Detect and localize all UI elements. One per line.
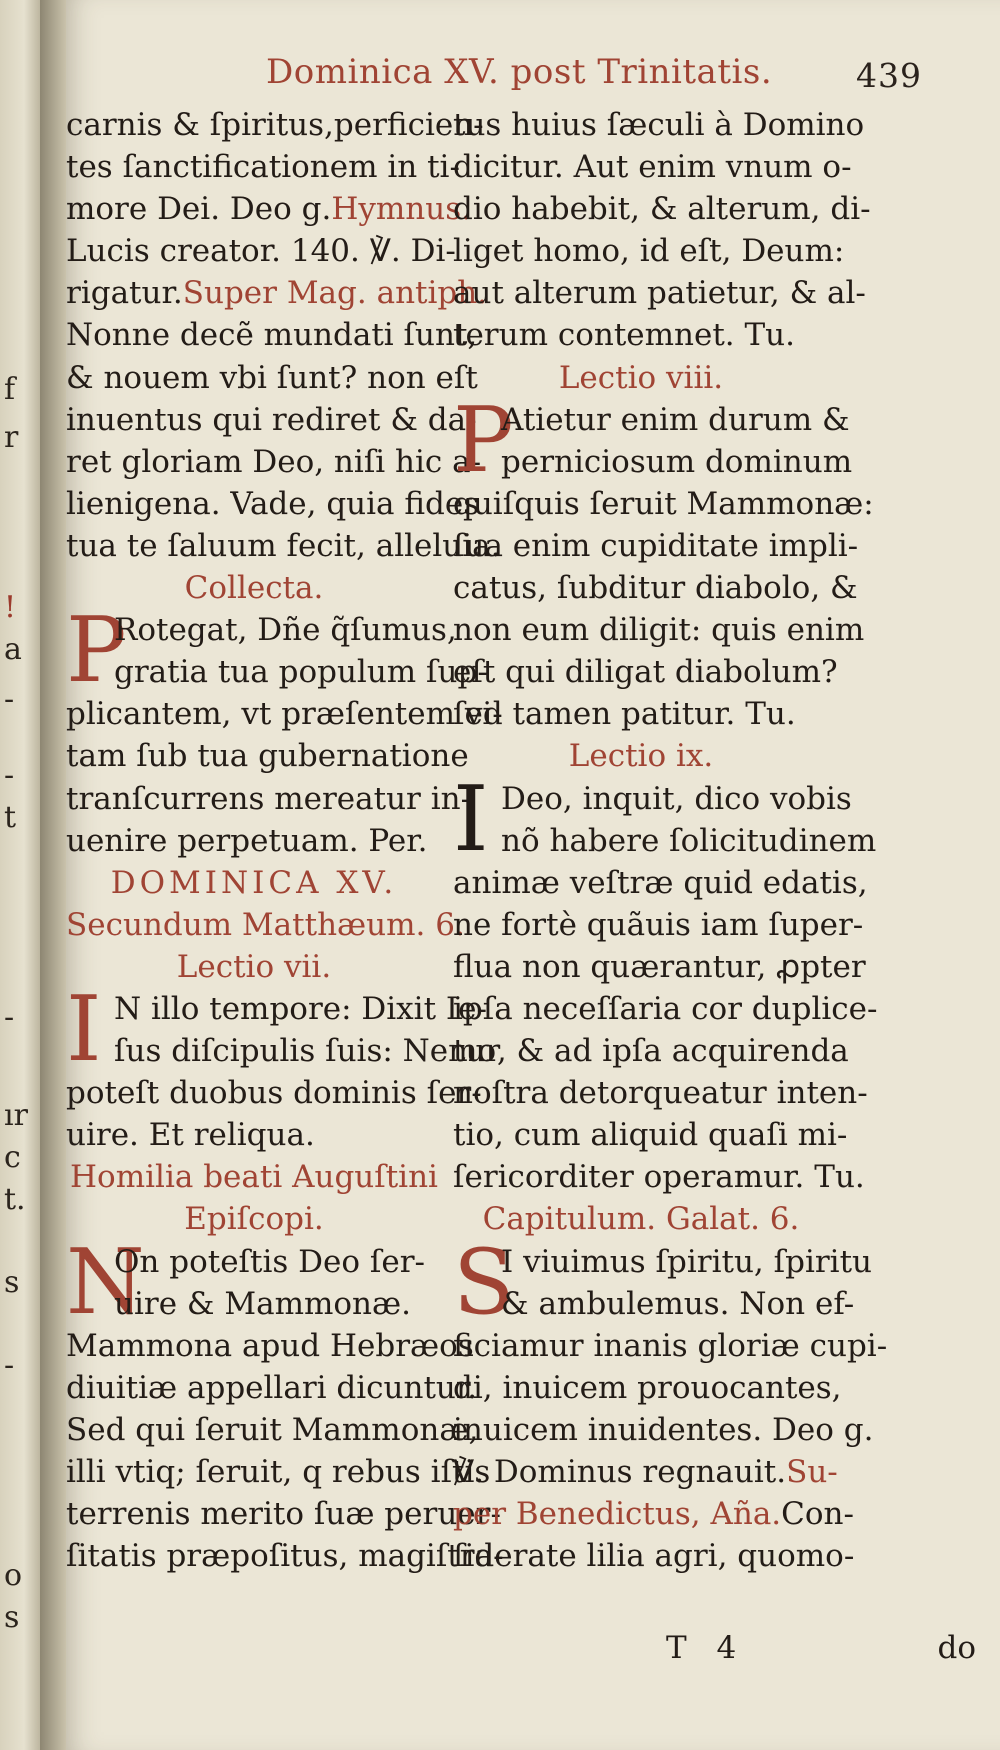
- text-line: animæ veſtræ quid edatis,: [453, 864, 868, 901]
- text-line: ſed tamen patitur. Tu.: [453, 696, 796, 733]
- running-head: Dominica XV. post Trinitatis.: [266, 52, 773, 92]
- text-line: ficiamur inanis gloriæ cupi-: [453, 1327, 888, 1364]
- facing-page-letter: ır: [4, 1098, 28, 1133]
- text-line: inuicem inuidentes. Deo g.: [453, 1411, 874, 1448]
- text-line: catus, ſubditur diabolo, &: [453, 570, 858, 607]
- page-footer: [666, 1630, 976, 1666]
- left-column: [66, 104, 504, 1577]
- text-line: ipſa neceſſaria cor duplice-: [453, 990, 878, 1027]
- text-line: [66, 188, 471, 230]
- text-line: N illo tempore: Dixit Ie-: [114, 990, 487, 1027]
- text-line: flua non quærantur, ꝓpter: [453, 948, 866, 985]
- text-span: ℣. Dominus regnauit.: [453, 1454, 787, 1490]
- facing-page-letter: r: [4, 420, 19, 455]
- signature-mark: T 4: [666, 1630, 747, 1666]
- text-line: ret gloriam Deo, niſi hic a-: [66, 443, 482, 480]
- facing-page-letter: c: [4, 1140, 21, 1175]
- text-line: illi vtiq; ſeruit, q rebus iſtis: [66, 1454, 491, 1490]
- facing-page-letter: s: [4, 1600, 20, 1635]
- facing-page-letter: t.: [4, 1182, 26, 1217]
- text-line: poteſt duobus dominis ſer-: [66, 1075, 482, 1112]
- page: [66, 0, 1000, 1750]
- drop-cap: S: [453, 1229, 515, 1335]
- text-line: di, inuicem prouocantes,: [453, 1369, 842, 1406]
- text-line: non eum diligit: quis enim: [453, 612, 865, 649]
- gospel-reference: Secundum Matthæum. 6.: [66, 906, 465, 943]
- text-line: Atietur enim durum &: [501, 401, 850, 438]
- section-heading: Homilia beati Auguſtini: [70, 1159, 438, 1196]
- rubric-span: Super Mag. antiph.: [182, 275, 488, 312]
- text-line: Rotegat, Dñe q̃ſumus,: [114, 612, 457, 649]
- homilia-paragraph: [66, 1229, 504, 1578]
- text-line: perniciosum dominum: [501, 443, 853, 480]
- catchword: do: [937, 1630, 976, 1666]
- drop-cap: N: [66, 1229, 145, 1335]
- text-line: uire. Et reliqua.: [66, 1117, 315, 1154]
- text-line: tur, & ad ipſa acquirenda: [453, 1033, 849, 1070]
- section-heading: Capitulum. Galat. 6.: [482, 1201, 800, 1238]
- facing-page-letter: -: [4, 682, 15, 717]
- text-line: [453, 1451, 838, 1493]
- text-line: quiſquis ſeruit Mammonæ:: [453, 485, 874, 522]
- text-line: ſiderate lilia agri, quomo-: [453, 1538, 855, 1575]
- drop-cap: P: [453, 387, 514, 493]
- facing-page-letter: -: [4, 1348, 15, 1383]
- page-number: 439: [856, 56, 922, 95]
- show-through-mark: [930, 690, 1000, 790]
- text-span: rigatur.: [66, 275, 183, 312]
- section-heading: Lectio vii.: [176, 948, 332, 985]
- text-line: ſitatis præpoſitus, magiſtra-: [66, 1538, 504, 1575]
- section-heading: Collecta.: [184, 570, 324, 607]
- text-line: dicitur. Aut enim vnum o-: [453, 149, 852, 186]
- text-line: uire & Mammonæ.: [114, 1285, 411, 1322]
- text-line: nõ habere ſolicitudinem: [501, 822, 877, 859]
- text-line: & ambulemus. Non ef-: [501, 1285, 855, 1322]
- text-line: On poteſtis Deo ſer-: [114, 1243, 425, 1280]
- text-span: Con-: [781, 1496, 854, 1533]
- facing-page-letter: -: [4, 758, 15, 793]
- facing-page-letter: a: [4, 632, 22, 667]
- facing-page-letter: o: [4, 1558, 23, 1593]
- text-line: aut alterum patietur, & al-: [453, 275, 866, 312]
- text-line: Sed qui ſeruit Mammonæ,: [66, 1411, 479, 1448]
- facing-page-letter: t: [4, 800, 17, 835]
- text-span: more Dei. Deo g.: [66, 191, 332, 228]
- text-line: Deo, inquit, dico vobis: [501, 780, 852, 817]
- drop-cap: I: [453, 766, 489, 872]
- text-line: tranſcurrens mereatur in-: [66, 780, 472, 817]
- right-column: [453, 104, 888, 1577]
- text-line: lienigena. Vade, quia fides: [66, 485, 480, 522]
- text-line: tam ſub tua gubernatione: [66, 738, 469, 775]
- section-heading: Lectio ix.: [568, 738, 714, 775]
- text-line: ne fortè quãuis iam ſuper-: [453, 906, 864, 943]
- text-line: ſus diſcipulis ſuis: Nemo: [114, 1033, 497, 1070]
- text-line: tes ſanctificationem in ti-: [66, 149, 460, 186]
- rubric-span: Hymnus.: [331, 191, 471, 228]
- text-line: ſua enim cupiditate impli-: [453, 527, 859, 564]
- text-line: ſericorditer operamur. Tu.: [453, 1159, 865, 1196]
- text-line: inuentus qui rediret & da-: [66, 401, 477, 438]
- lectio-viii-paragraph: [453, 387, 874, 736]
- text-line: [453, 1493, 854, 1535]
- section-heading: Epiſcopi.: [184, 1201, 324, 1238]
- text-line: tio, cum aliquid quaſi mi-: [453, 1117, 848, 1154]
- text-line: dio habebit, & alterum, di-: [453, 191, 871, 228]
- drop-cap: P: [66, 598, 127, 704]
- text-line: tus huius ſæculi à Domino: [453, 107, 865, 143]
- facing-page-edge: [0, 0, 40, 1750]
- show-through-mark: [930, 340, 1000, 440]
- collecta-paragraph: [66, 598, 503, 862]
- facing-page-letter: s: [4, 1265, 20, 1300]
- text-line: liget homo, id eſt, Deum:: [453, 233, 845, 270]
- text-line: Lucis creator. 140. ℣. Di-: [66, 233, 456, 270]
- text-line: noſtra detorqueatur inten-: [453, 1075, 868, 1112]
- lectio-vii-paragraph: [66, 976, 497, 1156]
- text-line: plicantem, vt præſentem vi-: [66, 696, 503, 733]
- book-gutter: [40, 0, 66, 1750]
- text-line: carnis & ſpiritus,perficien-: [66, 107, 484, 143]
- text-line: diuitiæ appellari dicuntur.: [66, 1369, 478, 1406]
- text-line: terum contemnet. Tu.: [453, 317, 795, 354]
- text-line: eſt qui diligat diabolum?: [453, 654, 838, 691]
- section-heading: Lectio viii.: [558, 359, 724, 396]
- text-line: uenire perpetuam. Per.: [66, 822, 428, 859]
- dominica-title: DOMINICA XV.: [110, 864, 398, 901]
- text-line: terrenis merito ſuæ peruer-: [66, 1496, 501, 1533]
- text-line: gratia tua populum ſup-: [114, 654, 488, 691]
- drop-cap: I: [66, 976, 102, 1082]
- text-line: Nonne decẽ mundati ſunt,: [66, 317, 478, 354]
- text-line: & nouem vbi ſunt? non eſt: [66, 359, 478, 396]
- rubric-span: per Benedictus, Aña.: [453, 1496, 782, 1533]
- text-line: tua te ſaluum fecit, alleluia.: [66, 527, 501, 564]
- lectio-ix-paragraph: [453, 766, 878, 1199]
- capitulum-paragraph: [453, 1229, 888, 1451]
- text-line: [66, 272, 488, 314]
- facing-page-letter: f: [4, 372, 16, 407]
- text-line: I viuimus ſpiritu, ſpiritu: [501, 1243, 873, 1280]
- text-line: Mammona apud Hebræos: [66, 1327, 474, 1364]
- facing-page-letter: -: [4, 1000, 15, 1035]
- facing-page-letter: !: [4, 590, 17, 625]
- rubric-span: Su-: [786, 1454, 838, 1490]
